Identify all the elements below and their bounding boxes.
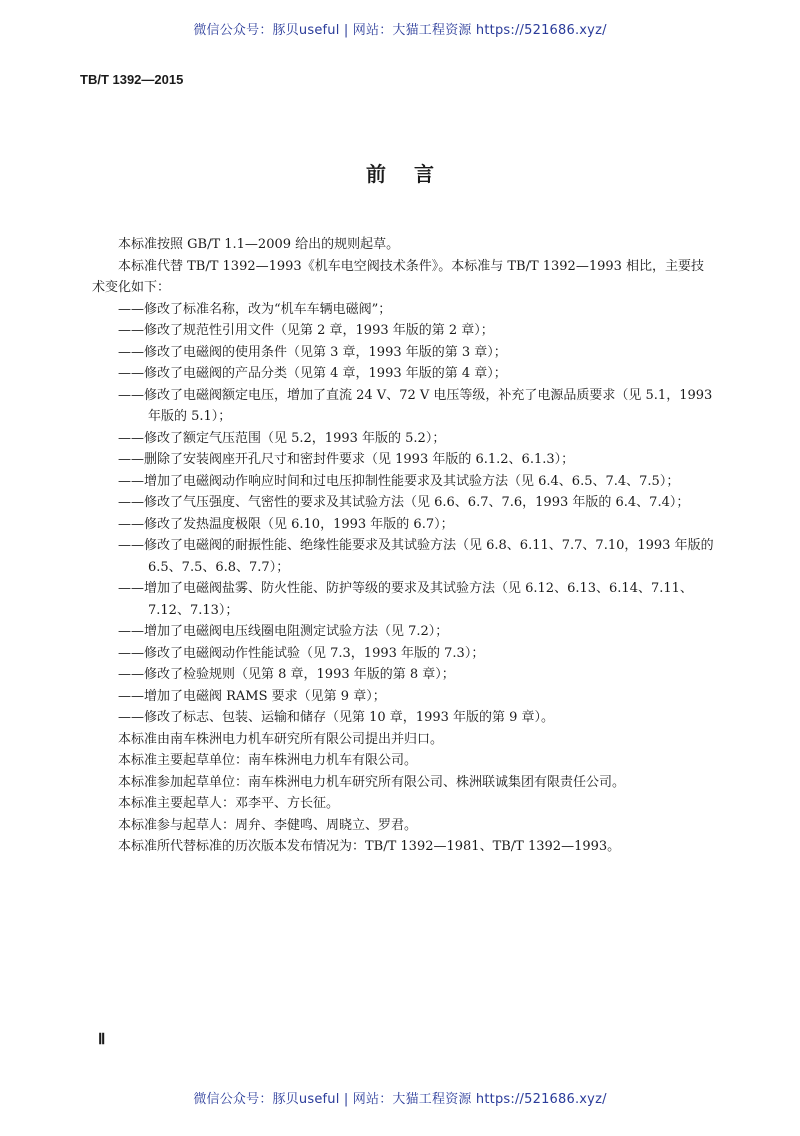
text-line: ——增加了电磁阀动作响应时间和过电压抑制性能要求及其试验方法（见 6.4、6.5、7.4、7.5）； bbox=[118, 473, 680, 489]
text-line: ——增加了电磁阀电压线圈电阻测定试验方法（见 7.2）； bbox=[118, 624, 449, 639]
text-line: ——修改了标准名称，改为“机车车辆电磁阀”； bbox=[118, 301, 392, 317]
text-line: ——修改了规范性引用文件（见第 2 章，1993 年版的第 2 章）； bbox=[118, 323, 494, 338]
text-line: 本标准参加起草单位：南车株洲电力机车研究所有限公司、株洲联诚集团有限责任公司。 bbox=[118, 774, 626, 790]
text-line: ——修改了气压强度、气密性的要求及其试验方法（见 6.6、6.7、7.6，1993 年版的 6.4、7.4）； bbox=[118, 495, 690, 510]
text-line: ——修改了电磁阀的产品分类（见第 4 章，1993 年版的第 4 章）； bbox=[118, 366, 507, 381]
text-line: 本标准主要起草人：邓李平、方长征。 bbox=[118, 796, 340, 811]
text-line: ——删除了安装阀座开孔尺寸和密封件要求（见 1993 年版的 6.1.2、6.1.3）； bbox=[118, 452, 575, 467]
text-line: ——修改了电磁阀额定电压，增加了直流 24 V、72 V 电压等级，补充了电源品质要求（见 5.1，1993 bbox=[118, 387, 713, 403]
watermark-top: 微信公众号：豚贝useful | 网站：大猫工程资源 https://521686.xyz/ bbox=[193, 23, 607, 38]
text-line: 7.12、7.13）； bbox=[148, 602, 239, 618]
text-line: 本标准所代替标准的历次版本发布情况为：TB/T 1392—1981、TB/T 1392—1993。 bbox=[118, 839, 621, 854]
text-line: 本标准由南车株洲电力机车研究所有限公司提出并归口。 bbox=[118, 731, 444, 747]
foreword-body bbox=[92, 234, 717, 858]
text-line: 本标准按照 GB/T 1.1—2009 给出的规则起草。 bbox=[118, 237, 400, 252]
text-line: ——修改了额定气压范围（见 5.2，1993 年版的 5.2）； bbox=[118, 430, 446, 446]
text-line: ——增加了电磁阀 RAMS 要求（见第 9 章）； bbox=[118, 688, 386, 704]
text-line: ——修改了发热温度极限（见 6.10，1993 年版的 6.7）； bbox=[118, 516, 454, 532]
page-number: Ⅱ bbox=[98, 1032, 106, 1048]
text-line: ——增加了电磁阀盐雾、防火性能、防护等级的要求及其试验方法（见 6.12、6.13、6.14、7.11、 bbox=[118, 581, 693, 596]
text-line: 年版的 5.1）； bbox=[148, 409, 232, 424]
text-line: 术变化如下： bbox=[92, 280, 171, 295]
text-line: ——修改了电磁阀动作性能试验（见 7.3，1993 年版的 7.3）； bbox=[118, 645, 485, 661]
standard-number-header: TB/T 1392—2015 bbox=[80, 72, 184, 87]
text-line: 本标准参与起草人：周弁、李健鸣、周晓立、罗君。 bbox=[118, 817, 418, 833]
text-line: ——修改了检验规则（见第 8 章，1993 年版的第 8 章）； bbox=[118, 667, 455, 682]
text-line: 本标准主要起草单位：南车株洲电力机车有限公司。 bbox=[118, 753, 418, 768]
text-line: 本标准代替 TB/T 1392—1993《机车电空阀技术条件》。本标准与 TB/T 1392—1993 相比，主要技 bbox=[118, 258, 705, 274]
watermark-bottom: 微信公众号：豚贝useful | 网站：大猫工程资源 https://521686.xyz/ bbox=[193, 1092, 607, 1107]
text-line: ——修改了电磁阀的使用条件（见第 3 章，1993 年版的第 3 章）； bbox=[118, 344, 507, 360]
text-line: ——修改了标志、包装、运输和储存（见第 10 章，1993 年版的第 9 章）。 bbox=[118, 710, 555, 725]
text-line: 6.5、7.5、6.8、7.7）； bbox=[148, 559, 290, 575]
page-title: 前言 bbox=[366, 162, 462, 186]
text-line: ——修改了电磁阀的耐振性能、绝缘性能要求及其试验方法（见 6.8、6.11、7.7、7.10，1993 年版的 bbox=[118, 538, 714, 553]
